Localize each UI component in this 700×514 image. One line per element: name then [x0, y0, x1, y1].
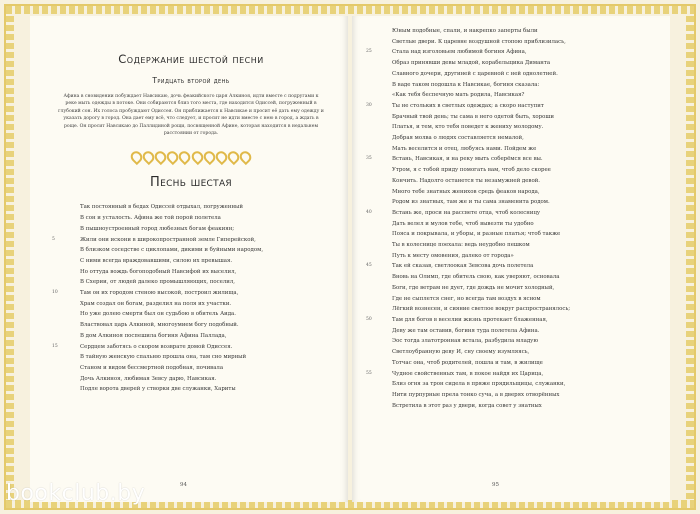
verse-line: Брачный твой день; ты сама в него одетой быть, хороши: [392, 113, 554, 120]
verse-line: Подле ворота дверей у створки две служанки, Хариты: [80, 386, 236, 393]
verse-line: Платья, и тем, кто тебя поведет к жениху молодому.: [392, 124, 544, 131]
verse-line: Стала над изголовьем любимой богиня Афина, 25: [392, 47, 656, 58]
verse-line: Кончить. Надолго останется ты незамужней девой.: [392, 177, 540, 184]
line-number: 50: [366, 316, 372, 322]
verse-line: Путь к месту омовения, далеко от города»: [392, 252, 514, 259]
verse-line: В Схерии, от людей далеко промышляющих, поселил,: [80, 279, 236, 286]
verse-line: Ты не стольких в светлых одеждах; а скоро наступит 30: [392, 101, 656, 112]
song-title: Песнь шестая: [150, 175, 232, 191]
verse-line: Боги, где ветрам не дует, где дождь не мочит холодный,: [392, 284, 555, 291]
verse-line: Эос тогда златотронная встала, разбудила младую: [392, 338, 539, 345]
verse-line: Деву же там оставив, богиня туда полетела Афина.: [392, 327, 540, 334]
chapter-summary: Афина в сновидении побуждает Навсикаю, дочь феакийского царя Алкиноя, идти вместе с подругами к реке мыть одежды в потоке. Они собираются близ того места, где находится Одиссей, погруженный в глубокий сон. Их голоса пробуждают Одиссея. Он приближается к Навсикае и просит её дать ему одежду и указать дорогу в город. Она дает ему всё, что следует, и просит не идти вместе с нею в город, а ждать в роще. Он просит Навсикаю до Паллидиной рощи, посвященной Афине, которая находится в недальнем расстоянии от города.: [58, 94, 324, 137]
verse-line: Так ей сказав, светлоокая Зевсова дочь полетела 45: [392, 261, 656, 272]
verse-line: Юным подобные, спали, и накрепко заперты были: [392, 28, 538, 34]
verse-line: Лёгкий вознесен, и сияние светлое вокруг распространялось;: [392, 306, 571, 313]
verse-line: Нити пурпурные прела тонко суча, а в дверях отворённых: [392, 391, 560, 398]
ornament-divider: [131, 151, 251, 165]
verse-line: Встань, Навсикая, и на реку мыть соберёмся все вы. 35: [392, 154, 656, 165]
page-number-right: 95: [492, 482, 499, 488]
verse-line: Родом из знатных, там же и ты сама знаменита родом.: [392, 199, 550, 206]
verse-line: Но уже долею смерти был он судьбою в обитель Аида.: [80, 311, 236, 318]
verse-line: Встань же, проси на рассвете отца, чтоб колесницу 40: [392, 208, 656, 219]
verse-line: Там для богов в веселии жизнь протекает блаженная, 50: [392, 315, 656, 326]
verse-line: Утром, я с тобой приду помогать вам, чтоб дело скорее: [392, 167, 551, 174]
verse-line: В дом Алкиноя поспешила богиня Афина Паллада,: [80, 332, 227, 339]
line-number: 35: [366, 156, 372, 162]
line-number: 5: [52, 236, 55, 242]
right-verses: [366, 26, 656, 411]
verse-line: Славного дочери, другиней с царевной с ней однолетней.: [392, 70, 558, 77]
verse-line: Дать велел и мулов тебе, чтоб вывезти ты удобно: [392, 220, 534, 227]
verse-line: Чудное свойственных там, в покое найдя их Царица, 55: [392, 369, 656, 380]
right-page: [352, 16, 670, 502]
verse-line: Станом и видом бессмертной подобная, почивала: [80, 364, 224, 371]
verse-line: В пышноустроенный город любезных богам феакиян;: [80, 225, 235, 232]
verse-line: Образ принявши девы младой, корабельщика Диманта: [392, 60, 551, 67]
watermark-logo: bookclub.by: [6, 481, 146, 506]
verse-line: Пояса и покрывала, и уборы, и разные платья; чтоб также: [392, 231, 561, 238]
verse-line: Но оттуда вождь богоподобный Навсифой их выселил,: [80, 268, 237, 275]
verse-line: В близком соседстве с циклопами, дикими и буйными народом,: [80, 247, 264, 254]
verse-line: В тайную женскую спальню прошла она, там сно мирный: [80, 354, 247, 361]
verse-line: Светлые двери. К царевне воздушной стопою приблизилась,: [392, 38, 566, 45]
verse-line: Там он их городом стеною высокой, построил жилища, 10: [52, 288, 330, 299]
verse-line: Много тебе знатных женихов средь феаков народа,: [392, 188, 540, 195]
verse-line: Так постоянный в бедах Одиссей отдыхал, погруженный: [80, 204, 243, 211]
verse-line: «Как тебя беспечную мать родила, Навсикая?: [392, 92, 525, 99]
verse-line: С ними всегда враждовавшими, силою их превышая.: [80, 257, 233, 264]
verse-line: Близ огня за трон сидела в пряже прядильщицы, служанки,: [392, 381, 566, 388]
verse-line: Добрая молва о людях составляется немалой,: [392, 135, 524, 142]
line-number: 15: [52, 343, 58, 349]
verse-line: Тотчас она, чтоб родителей, пошла и там, в жилище: [392, 359, 543, 366]
left-verses: [52, 202, 330, 395]
left-page: [30, 16, 348, 502]
line-number: 25: [366, 49, 372, 55]
verse-line: Властвовал царь Алкиной, многоумием богу подобный.: [80, 322, 239, 329]
verse-line: Дочь Алкиноя, любимая Зевсу дарю, Навсикая.: [80, 375, 217, 382]
line-number: 40: [366, 209, 372, 215]
verse-line: Храм создал он богам, разделил на поля их участки.: [80, 300, 232, 307]
chapter-subtitle: Тридцать второй день: [152, 76, 230, 85]
line-number: 45: [366, 263, 372, 269]
verse-line: Ты в колеснице поехала: ведь неудобно пешком: [392, 242, 530, 249]
verse-line: Светлоубранную деву И, сну своему изумляясь,: [392, 349, 530, 356]
line-number: 30: [366, 102, 372, 108]
verse-line: Сердцем заботясь о скором возврате домой Одиссея. 15: [52, 342, 330, 353]
verse-line: Жили они искони в широкопространной земле Гиперейской, 5: [52, 235, 330, 246]
line-number: 10: [52, 290, 58, 296]
page-number-left: 94: [180, 482, 187, 488]
line-number: 55: [366, 370, 372, 376]
verse-line: Где не сыплется снег, но всегда там воздух в ясном: [392, 295, 541, 302]
chapter-title: Содержание шестой песни: [118, 52, 264, 66]
verse-line: Вновь на Олимп, где обитель свою, как уверяют, основала: [392, 274, 560, 281]
verse-line: Мать веселится и отец, любуясь нами. Пойдем же: [392, 145, 537, 152]
verse-line: Встретила в этот раз у двери, когда совет у знатных: [392, 402, 542, 409]
verse-line: В сон и усталость. Афина же той порой полетела: [80, 215, 221, 222]
verse-line: В ваде таком подошла к Навсикае, богиня сказала:: [392, 81, 540, 88]
